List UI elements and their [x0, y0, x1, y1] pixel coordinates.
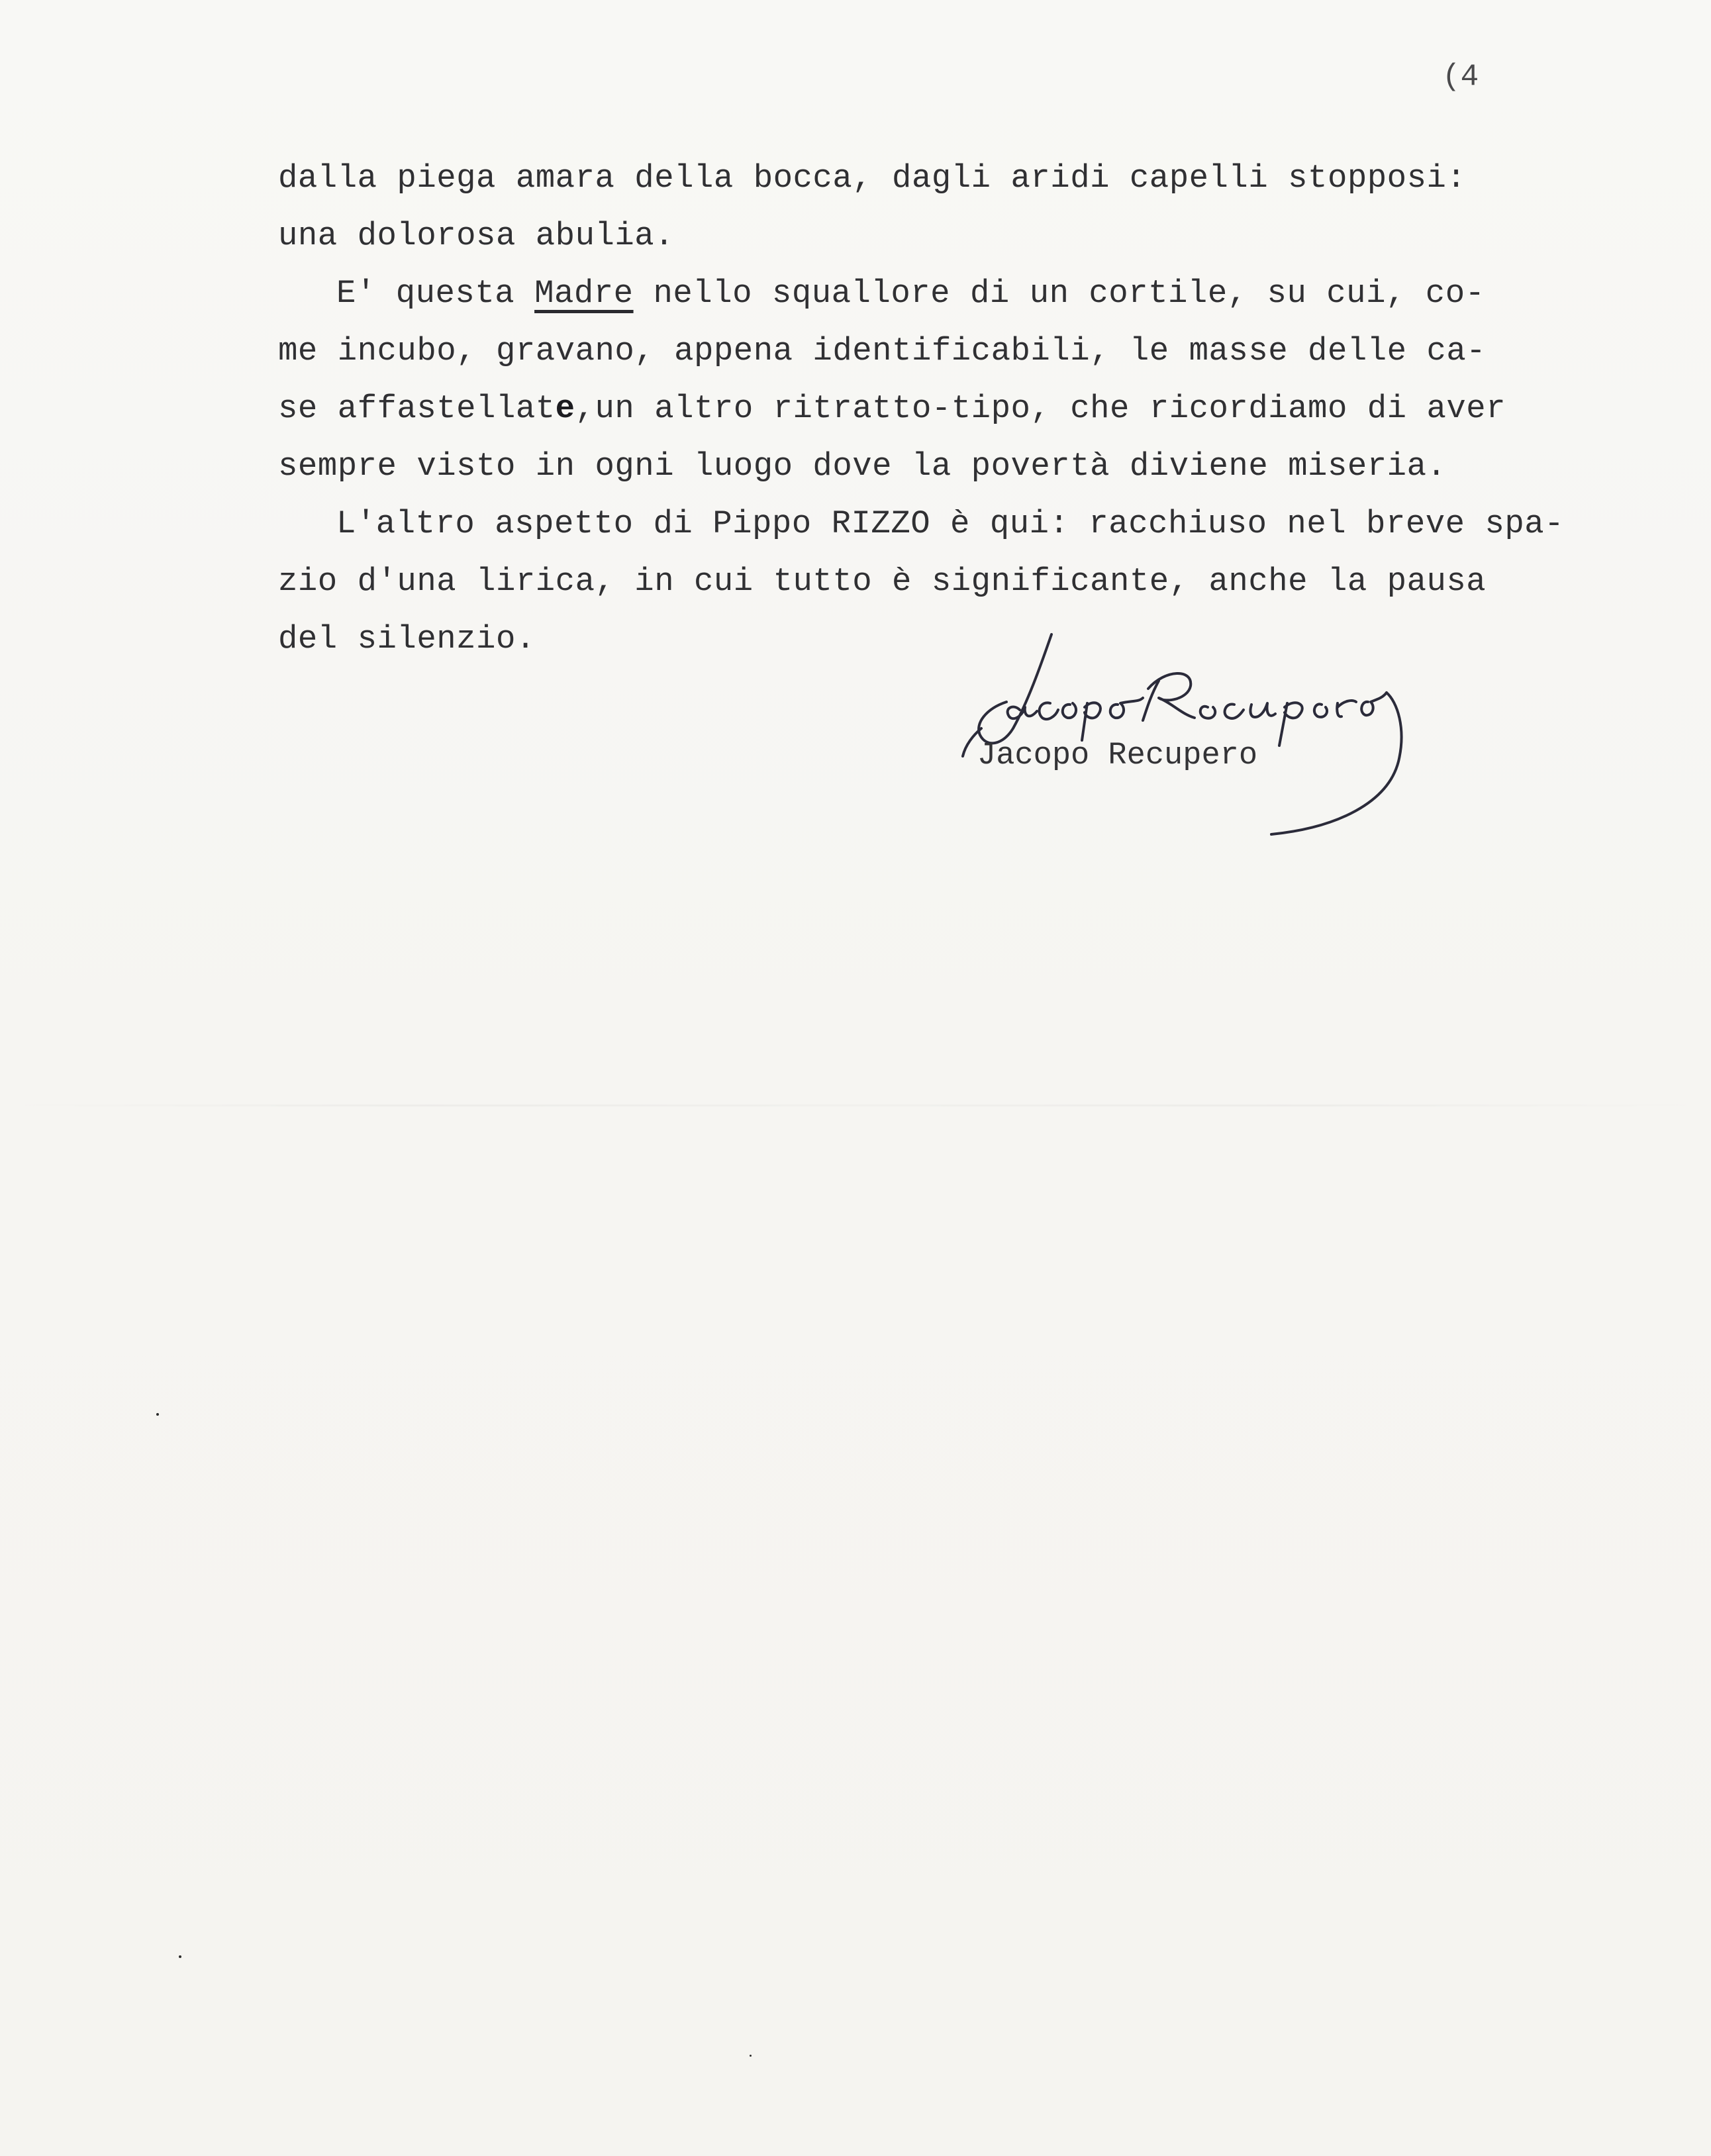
signature-block	[940, 629, 1417, 854]
typed-signatory-name: Jacopo Recupero	[977, 738, 1258, 773]
text-line-5-end: ,un altro ritratto-tipo, che ricordiamo di aver	[575, 390, 1506, 427]
text-line-4: me incubo, gravano, appena identificabili, le masse delle ca-	[278, 332, 1487, 369]
ink-speck	[156, 1413, 159, 1416]
text-line-9: del silenzio.	[278, 620, 536, 658]
text-line-7: L'altro aspetto di Pippo RIZZO è qui: racchiuso nel breve spa-	[336, 505, 1565, 542]
text-line-6: sempre visto in ogni luogo dove la povertà diviene miseria.	[278, 448, 1447, 485]
text-line-3-start: E' questa	[336, 275, 535, 312]
text-line-3-end: nello squallore di un cortile, su cui, co-	[633, 275, 1485, 312]
text-line-3	[278, 265, 1636, 322]
text-line-8: zio d'una lirica, in cui tutto è significante, anche la pausa	[278, 563, 1487, 600]
text-line-5	[278, 380, 1636, 438]
text-line-1: dalla piega amara della bocca, dagli aridi capelli stopposi:	[278, 160, 1467, 197]
ink-speck	[179, 1955, 181, 1958]
paper-fold-line	[0, 1104, 1711, 1106]
ink-speck	[750, 2055, 752, 2057]
overtyped-letter: e	[555, 390, 575, 427]
letter-body	[278, 150, 1636, 668]
text-line-5-start: se affastellat	[278, 390, 556, 427]
underlined-word-madre: Madre	[534, 275, 634, 312]
text-line-2: una dolorosa abulia.	[278, 217, 675, 254]
page-number: (4	[1442, 60, 1479, 94]
